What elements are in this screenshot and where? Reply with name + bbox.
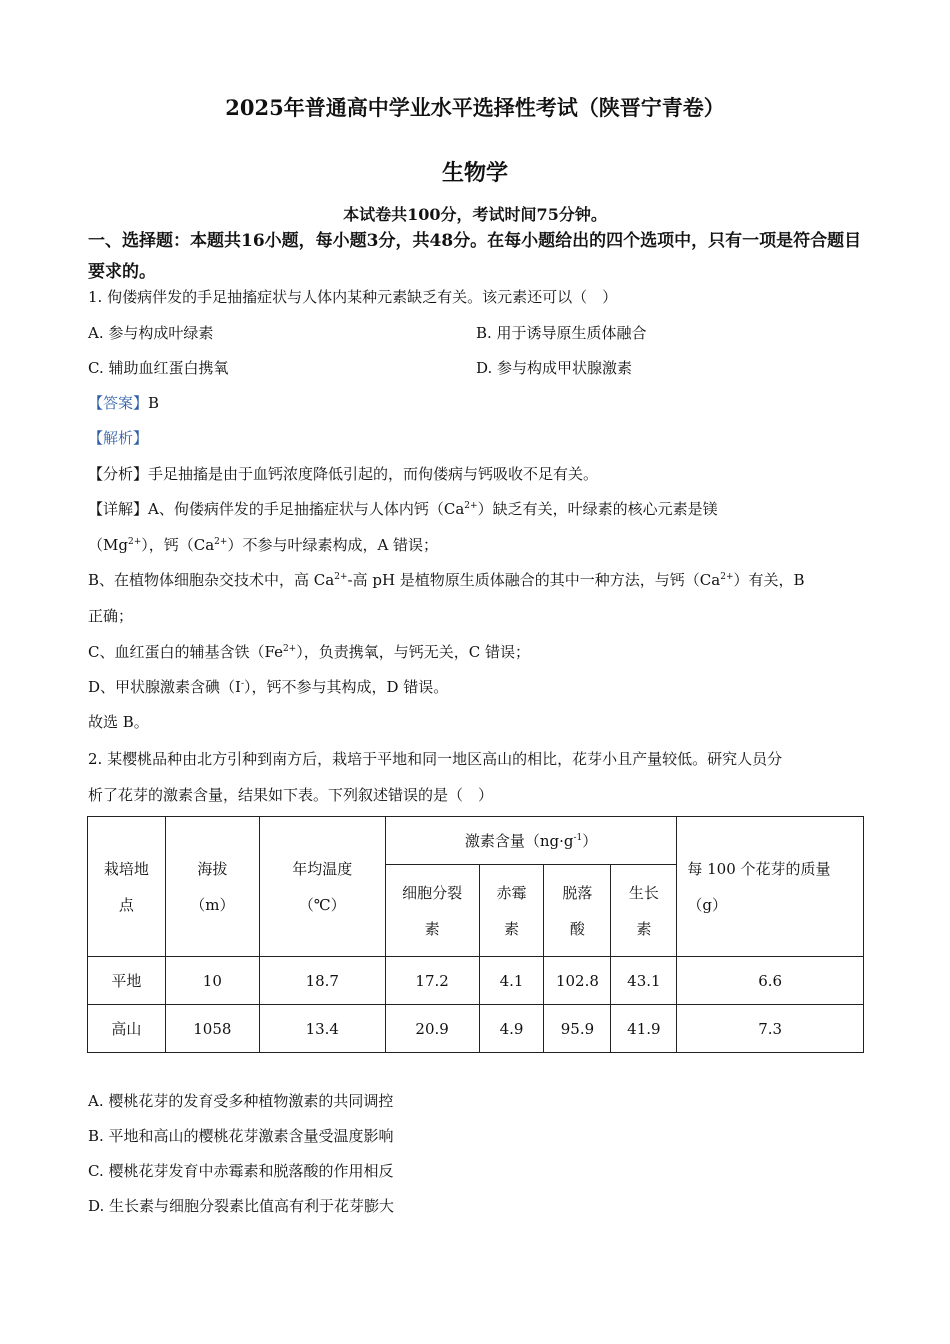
superscript: 2+ bbox=[464, 501, 478, 511]
detail-text: ），钙不参与其构成，D 错误。 bbox=[244, 678, 449, 696]
cell-auxin: 41.9 bbox=[611, 1005, 677, 1053]
cell-bud-mass: 6.6 bbox=[677, 957, 864, 1005]
cell-cytokinin: 20.9 bbox=[385, 1005, 479, 1053]
detail-text: ），负责携氧，与钙无关，C 错误； bbox=[296, 643, 530, 661]
cell-cytokinin: 17.2 bbox=[385, 957, 479, 1005]
q1-detail-a-line1 bbox=[88, 499, 718, 519]
q1-detail-d bbox=[88, 677, 448, 697]
table-row bbox=[88, 957, 864, 1005]
cell-gibberellin: 4.9 bbox=[479, 1005, 544, 1053]
detail-text: ）不参与叶绿素构成，A 错误； bbox=[227, 536, 439, 554]
superscript: 2+ bbox=[282, 644, 297, 654]
hormone-table bbox=[87, 816, 864, 1053]
cell-bud-mass: 7.3 bbox=[677, 1005, 864, 1053]
q1-detail-c bbox=[88, 642, 530, 662]
cell-auxin: 43.1 bbox=[611, 957, 677, 1005]
exam-title: 2025年普通高中学业水平选择性考试（陕晋宁青卷） bbox=[225, 95, 725, 120]
detail-text: A、佝偻病伴发的手足抽搐症状与人体内钙（Ca bbox=[148, 500, 465, 518]
header-hormone bbox=[385, 817, 677, 865]
q1-answer bbox=[88, 393, 159, 413]
cell-site: 平地 bbox=[88, 957, 166, 1005]
q1-option-c: C. 辅助血红蛋白携氧 bbox=[88, 359, 229, 377]
cell-altitude: 10 bbox=[165, 957, 259, 1005]
analysis-label: 【分析】 bbox=[88, 465, 149, 483]
q1-option-b: B. 用于诱导原生质体融合 bbox=[476, 324, 647, 342]
superscript: - bbox=[240, 679, 244, 689]
q2-option-c: C. 樱桃花芽发育中赤霉素和脱落酸的作用相反 bbox=[88, 1162, 394, 1180]
detail-text: ），钙（Ca bbox=[141, 536, 215, 554]
header-bud-mass: 每 100 个花芽的质量（g） bbox=[677, 817, 864, 957]
cell-temperature: 13.4 bbox=[259, 1005, 385, 1053]
header-hormone-text: 激素含量（ng·g bbox=[464, 831, 574, 850]
q2-option-a: A. 樱桃花芽的发育受多种植物激素的共同调控 bbox=[88, 1092, 394, 1110]
analysis-tag: 【解析】 bbox=[88, 429, 149, 447]
q1-conclusion: 故选 B。 bbox=[88, 713, 149, 731]
header-aba: 脱落酸 bbox=[544, 865, 611, 957]
detail-label: 【详解】 bbox=[88, 500, 149, 518]
q1-detail-b-line1 bbox=[88, 570, 805, 590]
detail-text: （Mg bbox=[88, 536, 128, 554]
cell-aba: 95.9 bbox=[544, 1005, 611, 1053]
q2-option-d: D. 生长素与细胞分裂素比值高有利于花芽膨大 bbox=[88, 1197, 395, 1215]
header-hormone-text: ） bbox=[582, 831, 598, 850]
superscript: 2+ bbox=[127, 537, 142, 547]
q1-option-d: D. 参与构成甲状腺激素 bbox=[476, 359, 633, 377]
superscript: 2+ bbox=[720, 572, 734, 582]
detail-text: -高 pH 是植物原生质体融合的其中一种方法，与钙（Ca bbox=[347, 571, 721, 589]
q1-stem: 1. 佝偻病伴发的手足抽搐症状与人体内某种元素缺乏有关。该元素还可以（ ） bbox=[88, 288, 618, 306]
header-cytokinin: 细胞分裂素 bbox=[385, 865, 479, 957]
header-auxin: 生长素 bbox=[611, 865, 677, 957]
cell-site: 高山 bbox=[88, 1005, 166, 1053]
superscript: 2+ bbox=[214, 537, 228, 547]
header-temperature: 年均温度（℃） bbox=[259, 817, 385, 957]
q1-analysis bbox=[88, 464, 598, 484]
subject-title: 生物学 bbox=[441, 160, 508, 186]
superscript: 2+ bbox=[334, 572, 348, 582]
answer-value: B bbox=[148, 394, 160, 412]
answer-tag: 【答案】 bbox=[88, 394, 149, 412]
section-heading: 一、选择题：本题共16小题，每小题3分，共48分。在每小题给出的四个选项中，只有一项是符合题目要求的。 bbox=[88, 231, 862, 282]
q1-option-a: A. 参与构成叶绿素 bbox=[88, 324, 214, 342]
q1-detail-b-line2: 正确； bbox=[88, 607, 134, 625]
superscript: -1 bbox=[573, 832, 583, 843]
cell-temperature: 18.7 bbox=[259, 957, 385, 1005]
analysis-text: 手足抽搐是由于血钙浓度降低引起的，而佝偻病与钙吸收不足有关。 bbox=[148, 465, 599, 483]
detail-text: C、血红蛋白的辅基含铁（Fe bbox=[88, 643, 283, 661]
q2-stem-line2: 析了花芽的激素含量，结果如下表。下列叙述错误的是（ ） bbox=[88, 786, 494, 804]
q2-option-b: B. 平地和高山的樱桃花芽激素含量受温度影响 bbox=[88, 1127, 394, 1145]
header-altitude: 海拔（m） bbox=[165, 817, 259, 957]
detail-text: D、甲状腺激素含碘（I bbox=[88, 678, 241, 696]
detail-text: ）缺乏有关，叶绿素的核心元素是镁 bbox=[477, 500, 718, 518]
cell-altitude: 1058 bbox=[165, 1005, 259, 1053]
cell-gibberellin: 4.1 bbox=[479, 957, 544, 1005]
detail-text: ）有关，B bbox=[733, 571, 805, 589]
exam-info: 本试卷共100分，考试时间75分钟。 bbox=[343, 205, 607, 224]
header-site: 栽培地点 bbox=[88, 817, 166, 957]
q1-detail-a-line2 bbox=[88, 535, 438, 555]
detail-text: B、在植物体细胞杂交技术中，高 Ca bbox=[88, 571, 335, 589]
table-row bbox=[88, 1005, 864, 1053]
q2-stem-line1: 2. 某樱桃品种由北方引种到南方后，栽培于平地和同一地区高山的相比，花芽小且产量较低。研究人员分 bbox=[88, 750, 783, 768]
cell-aba: 102.8 bbox=[544, 957, 611, 1005]
header-gibberellin: 赤霉素 bbox=[479, 865, 544, 957]
